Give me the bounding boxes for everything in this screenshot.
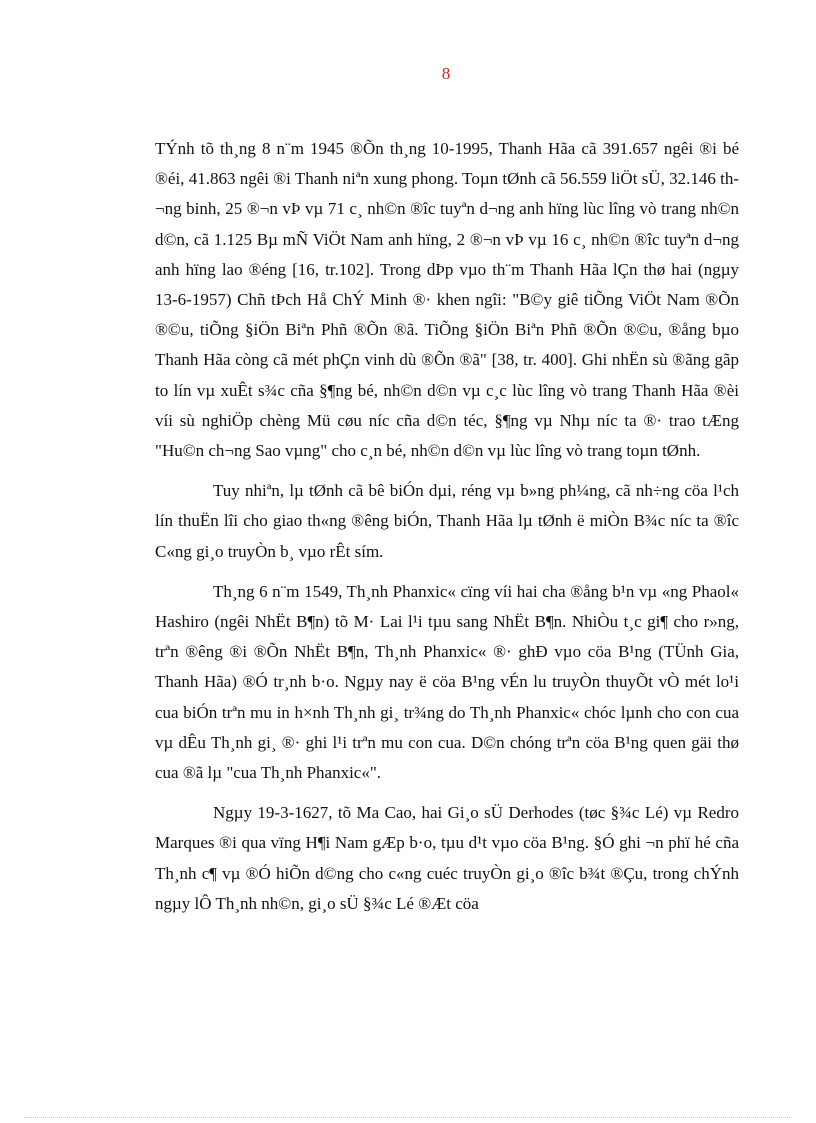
body-text — [155, 134, 739, 929]
paragraph-2: Tuy nhiªn, lµ tØnh cã bê biÓn dµi, réng vµ b»ng ph¼ng, cã nh÷ng cöa l¹ch lín thuËn lîi cho giao th«ng ®êng biÓn, Thanh Hãa lµ tØnh ë miÒn B¾c níc ta ®îc C«ng gi¸o truyÒn b¸ vµo rÊt sím. — [155, 481, 739, 561]
paragraph-4: Ngµy 19-3-1627, tõ Ma Cao, hai Gi¸o sÜ Derhodes (tøc §¾c Lé) vµ Redro Marques ®i qua vïng H¶i Nam gÆp b·o, tµu d¹t vµo cöa B¹ng. §Ó ghi ¬n phï hé cña Th¸nh c¶ vµ ®Ó hiÕn d©ng cho c«ng cuéc truyÒn gi¸o ®îc b¾t ®Çu, trong chÝnh ngµy lÔ Th¸nh nh©n, gi¸o sÜ §¾c Lé ®Æt cöa — [155, 803, 739, 913]
page-number: 8 — [441, 64, 451, 83]
paragraph-1: TÝnh tõ th¸ng 8 n¨m 1945 ®Õn th¸ng 10-1995, Thanh Hãa cã 391.657 ngêi ®i bé ®éi, 41.863 ngêi ®i Thanh niªn xung phong. Toµn tØnh cã 56.559 liÖt sÜ, 32.146 th¬ng binh, 25 ®¬n vÞ vµ 71 c¸ nh©n ®îc tuyªn d¬ng anh hïng lùc lîng vò trang nh©n d©n, cã 1.125 Bµ mÑ ViÖt Nam anh hïng, 2 ®¬n vÞ vµ 16 c¸ nh©n ®îc tuyªn d¬ng anh hïng lao ®éng [16, tr.102]. Trong dÞp vµo th¨m Thanh Hãa lÇn thø hai (ngµy 13-6-1957) Chñ tÞch Hå ChÝ Minh ®· khen ngîi: "B©y giê tiÕng ViÖt Nam ®Õn ®©u, tiÕng §iÖn Biªn Phñ ®Õn ®ã. TiÕng §iÖn Biªn Phñ ®Õn ®©u, ®ång bµo Thanh Hãa còng cã mét phÇn vinh dù ®Õn ®ã" [38, tr. 400]. Ghi nhËn sù ®ãng gãp to lín vµ xuÊt s¾c cña §¶ng bé, nh©n d©n vµ c¸c lùc lîng vò trang Thanh Hãa ®èi víi sù nghiÖp chèng Mü cøu níc cña d©n téc, §¶ng vµ Nhµ níc ta ®· trao tÆng "Hu©n ch¬ng Sao vµng" cho c¸n bé, nh©n d©n vµ lùc lîng vò trang toµn tØnh. — [155, 139, 739, 461]
page-bottom-divider — [24, 1117, 792, 1118]
paragraph-3: Th¸ng 6 n¨m 1549, Th¸nh Phanxic« cïng víi hai cha ®ång b¹n vµ «ng Phaol« Hashiro (ngêi NhËt B¶n) tõ M· Lai l¹i tµu sang NhËt B¶n. NhiÒu t¸c gi¶ cho r»ng, trªn ®êng ®i ®Õn NhËt B¶n, Th¸nh Phanxic« ®· ghÐ vµo cöa B¹ng (TÜnh Gia, Thanh Hãa) ®Ó tr¸nh b·o. Ngµy nay ë cöa B¹ng vÉn lu truyÒn thuyÕt vÒ mét lo¹i cua biÓn trªn mu in h×nh Th¸nh gi¸ tr¾ng do Th¸nh Phanxic« chóc lµnh cho con cua vµ dÊu Th¸nh gi¸ ®· ghi l¹i trªn mu con cua. D©n chóng trªn cöa B¹ng quen gäi thø cua ®ã lµ "cua Th¸nh Phanxic«". — [155, 581, 739, 783]
